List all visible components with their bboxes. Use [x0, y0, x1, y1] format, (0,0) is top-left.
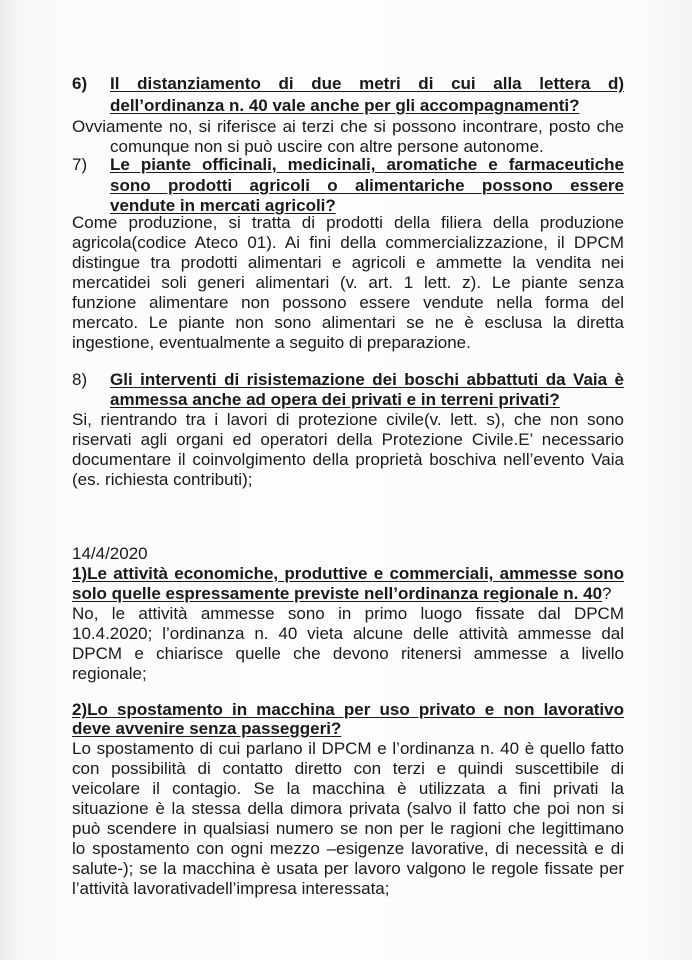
q6-answer-line: Ovviamente no, si riferisce ai terzi che si possono incontrare, posto che: [72, 117, 624, 136]
q6-number: 6): [72, 74, 88, 93]
d2-answer-line: Lo spostamento di cui parlano il DPCM e l’ordinanza n. 40 è quello fatto: [72, 739, 624, 758]
q6-answer-line: comunque non si può uscire con altre persone autonome.: [110, 137, 544, 156]
q8-answer-line: riservati agli organi ed operatori della Protezione Civile.E’ necessario: [72, 430, 624, 449]
q8-title-line1: 8) Gli interventi di risistemazione dei boschi abbattuti da Vaia è: [72, 370, 624, 389]
q7-answer-line: distingue tra prodotti alimentari e agricoli e ammette la vendita nei: [72, 253, 624, 272]
d2-answer-line: l’attività lavorativadell’impresa interessata;: [72, 879, 390, 898]
d2-answer-line: può scendere in qualsiasi numero se non per le ragioni che legittimano: [72, 819, 624, 838]
q6-title-line2: dell’ordinanza n. 40 vale anche per gli accompagnamenti?: [110, 96, 580, 115]
q7-title-line1: 7) Le piante officinali, medicinali, aromatiche e farmaceutiche: [72, 155, 624, 174]
q7-answer-line: Come produzione, si tratta di prodotti della filiera della produzione: [72, 213, 624, 232]
q8-answer-line: (es. richiesta contributi);: [72, 470, 253, 489]
q7-answer-line: agricola(codice Ateco 01). Ai fini della commercializzazione, il DPCM: [72, 233, 624, 252]
q7-title-line3: vendute in mercati agricoli?: [110, 196, 336, 215]
d2-answer-line: situazione è la stessa della dimora privata (salvo il fatto che poi non si: [72, 799, 624, 818]
q8-number: 8): [72, 370, 88, 389]
q7-number: 7): [72, 155, 88, 174]
q8-title-line2: ammessa anche ad opera dei privati e in terreni privati?: [110, 390, 560, 409]
q8-answer-line: documentare il coinvolgimento della proprietà boschiva nell’evento Vaia: [72, 450, 624, 469]
d1-answer-line: regionale;: [72, 664, 147, 683]
d2-answer-line: salute-); se la macchina è usata per lavoro valgono le regole fissate per: [72, 859, 624, 878]
d2-title-line2: deve avvenire senza passeggeri?: [72, 719, 342, 738]
q7-title-line2: sono prodotti agricoli o alimentariche possono essere: [110, 176, 624, 195]
d1-answer-line: DPCM e chiarisce quelle che devono ritenersi ammesse a livello: [72, 644, 624, 663]
d2-answer-line: lo spostamento con ogni mezzo –esigenze lavorative, di necessità e di: [72, 839, 624, 858]
q7-answer-line: mercatidei soli generi alimentari (v. art. 1 lett. z). Le piante senza: [72, 273, 624, 292]
q7-answer-line: ingestione, eventualmente a seguito di preparazione.: [72, 333, 471, 352]
q6-title-line1: 6) Il distanziamento di due metri di cui alla lettera d): [72, 74, 624, 93]
q7-answer-line: mercato. Le piante non sono alimentari se ne è esclusa la diretta: [72, 313, 624, 332]
d1-answer-line: No, le attività ammesse sono in primo luogo fissate dal DPCM: [72, 604, 624, 623]
q7-answer-line: funzione alimentare non possono essere vendute nella forma del: [72, 293, 624, 312]
d2-title-line1: 2)Lo spostamento in macchina per uso privato e non lavorativo: [72, 700, 624, 719]
d1-answer-line: 10.4.2020; l’ordinanza n. 40 vieta alcune delle attività ammesse dal: [72, 624, 624, 643]
d2-answer-line: veicolare il contagio. Se la macchina è utilizzata a fini privati la: [72, 779, 624, 798]
d1-title-line2: solo quelle espressamente previste nell’ordinanza regionale n. 40?: [72, 584, 612, 603]
q8-answer-line: Si, rientrando tra i lavori di protezione civile(v. lett. s), che non sono: [72, 410, 624, 429]
d1-title-line1: 1)Le attività economiche, produttive e commerciali, ammesse sono: [72, 564, 624, 583]
section-date: 14/4/2020: [72, 544, 148, 563]
d2-answer-line: con possibilità di contatto diretto con terzi e quindi suscettibile di: [72, 759, 624, 778]
